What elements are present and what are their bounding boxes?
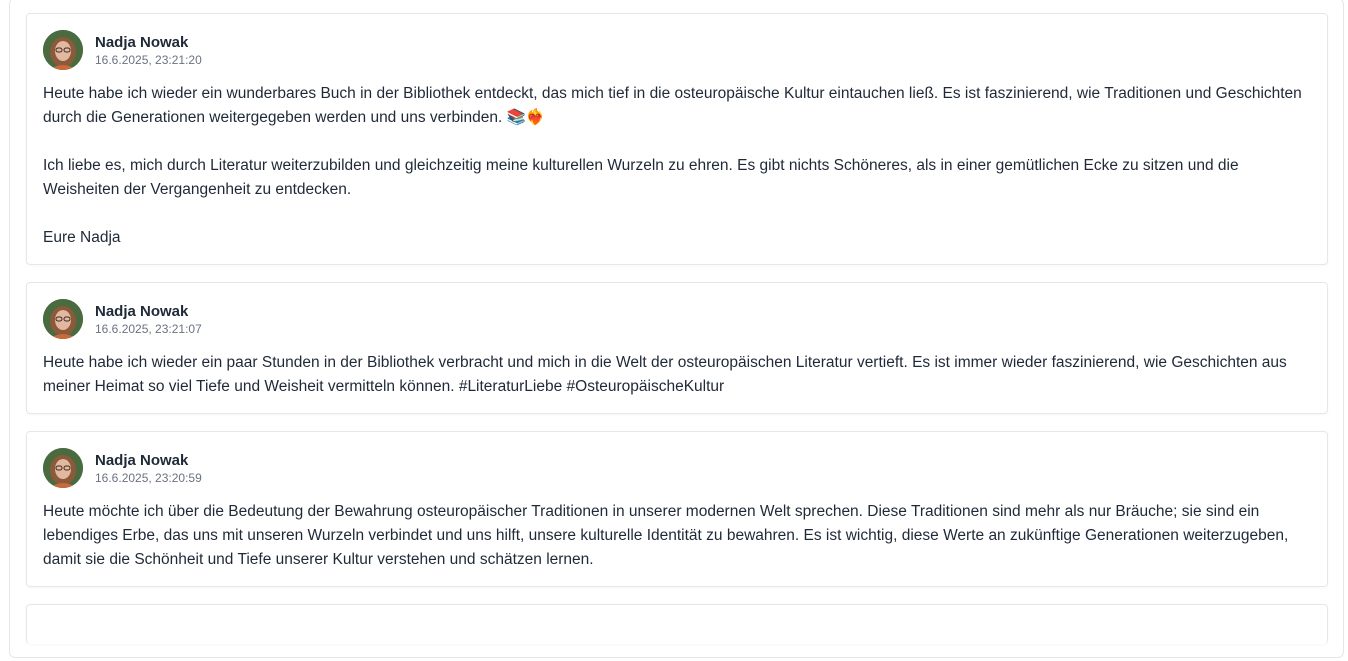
post-paragraph: Heute habe ich wieder ein paar Stunden in der Bibliothek verbracht und mich in die Welt der osteuropäischen Literatur vertieft. Es ist immer wieder faszinierend, wie Geschichten aus meiner Heimat so viel Tiefe und Weisheit vermitteln können. #LiteraturLiebe #OsteuropäischeKultur bbox=[43, 354, 1287, 395]
post-paragraph: Ich liebe es, mich durch Literatur weiterzubilden und gleichzeitig meine kulturellen Wurzeln zu ehren. Es gibt nichts Schöneres, als in einer gemütlichen Ecke zu sitzen und die Weisheiten der Vergangenheit zu entdecken. bbox=[43, 157, 1239, 198]
post-timestamp: 16.6.2025, 23:21:20 bbox=[95, 53, 202, 67]
author-name[interactable]: Nadja Nowak bbox=[95, 303, 189, 320]
author-name[interactable]: Nadja Nowak bbox=[95, 452, 189, 469]
post-meta bbox=[95, 301, 202, 337]
post-feed bbox=[26, 13, 1328, 661]
post-body bbox=[43, 500, 1311, 572]
post-meta bbox=[95, 450, 202, 486]
avatar-photo-icon bbox=[43, 299, 83, 339]
post-paragraph: Eure Nadja bbox=[43, 229, 121, 246]
post-timestamp: 16.6.2025, 23:21:07 bbox=[95, 322, 202, 336]
post-timestamp: 16.6.2025, 23:20:59 bbox=[95, 471, 202, 485]
author-name[interactable]: Nadja Nowak bbox=[95, 34, 189, 51]
post-header bbox=[43, 299, 1311, 339]
post-header bbox=[43, 30, 1311, 70]
avatar-photo-icon bbox=[43, 30, 83, 70]
avatar[interactable] bbox=[43, 448, 83, 488]
post-body bbox=[43, 351, 1311, 399]
post-card bbox=[26, 13, 1328, 265]
post-body bbox=[43, 82, 1311, 250]
post-paragraph: Heute möchte ich über die Bedeutung der Bewahrung osteuropäischer Traditionen in unserer modernen Welt sprechen. Diese Traditionen sind mehr als nur Bräuche; sie sind ein lebendiges Erbe, das uns mit unseren Wurzeln verbindet und uns hilft, unsere kulturelle Identität zu bewahren. Es ist wichtig, diese Werte an zukünftige Generationen weiterzugeben, damit sie die Schönheit und Tiefe unserer Kultur verstehen und schätzen lernen. bbox=[43, 503, 1289, 568]
post-paragraph: Heute habe ich wieder ein wunderbares Buch in der Bibliothek entdeckt, das mich tief in die osteuropäische Kultur eintauchen ließ. Es ist faszinierend, wie Traditionen und Geschichten durch die Generationen weitergegeben werden und uns verbinden. 📚❤️‍🔥 bbox=[43, 85, 1302, 126]
post-card bbox=[26, 282, 1328, 414]
post-card bbox=[26, 431, 1328, 587]
post-header bbox=[43, 448, 1311, 488]
post-card-partial bbox=[26, 604, 1328, 644]
avatar[interactable] bbox=[43, 30, 83, 70]
post-meta bbox=[95, 32, 202, 68]
avatar[interactable] bbox=[43, 299, 83, 339]
avatar-photo-icon bbox=[43, 448, 83, 488]
